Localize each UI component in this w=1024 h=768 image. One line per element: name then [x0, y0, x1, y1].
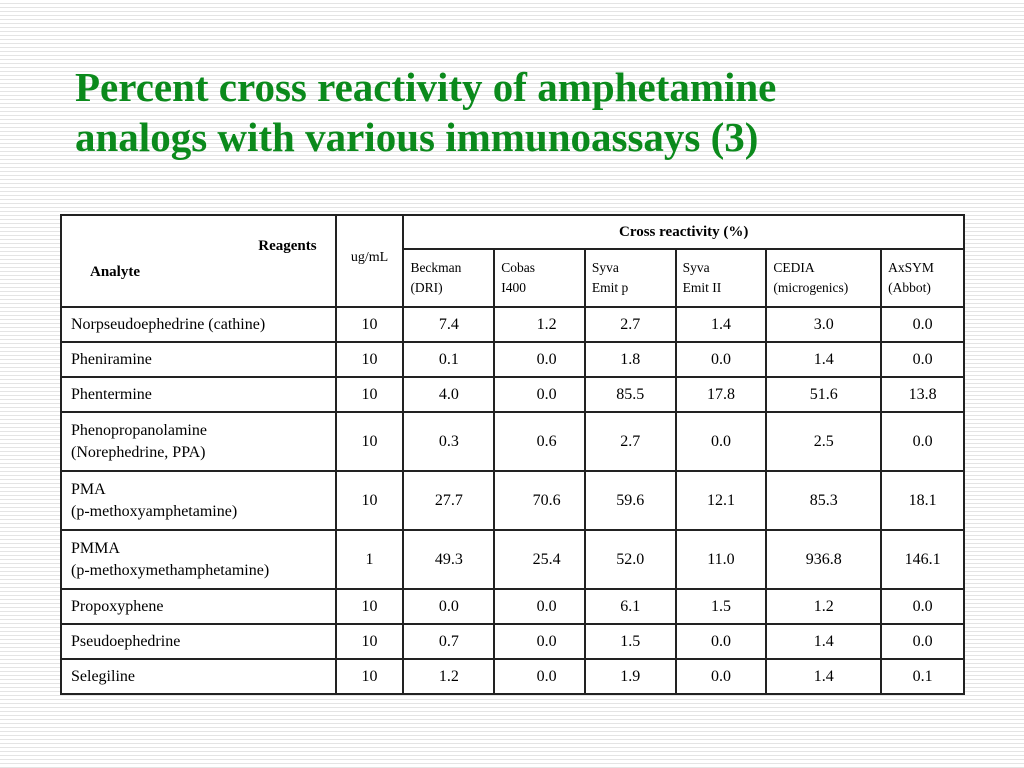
value-cell: 0.0 [881, 307, 964, 342]
value-cell: 70.6 [494, 471, 585, 530]
value-cell: 1.5 [585, 624, 676, 659]
value-cell: 936.8 [766, 530, 881, 589]
value-cell: 1.4 [766, 342, 881, 377]
value-cell: 0.0 [676, 659, 767, 694]
value-cell: 51.6 [766, 377, 881, 412]
value-cell: 0.3 [403, 412, 494, 471]
column-header-line-2: (Abbot) [888, 280, 931, 295]
slide-title-line-2: analogs with various immunoassays (3) [75, 114, 759, 160]
table-row [61, 589, 964, 624]
value-cell: 0.0 [494, 589, 585, 624]
analyte-name-line: PMA [71, 480, 106, 498]
value-cell: 12.1 [676, 471, 767, 530]
value-cell: 1.8 [585, 342, 676, 377]
value-cell: 0.0 [676, 624, 767, 659]
slide-title [75, 62, 975, 162]
analyte-cell [61, 412, 336, 471]
concentration-cell: 10 [336, 377, 404, 412]
value-cell: 0.0 [881, 342, 964, 377]
cross-reactivity-group-header: Cross reactivity (%) [403, 215, 964, 249]
column-header-line-2: I400 [501, 280, 526, 295]
concentration-cell: 10 [336, 307, 404, 342]
value-cell: 11.0 [676, 530, 767, 589]
table-row [61, 377, 964, 412]
value-cell: 49.3 [403, 530, 494, 589]
analyte-name-line: (p-methoxyamphetamine) [71, 502, 238, 520]
value-cell: 52.0 [585, 530, 676, 589]
value-cell: 13.8 [881, 377, 964, 412]
value-cell: 0.0 [403, 589, 494, 624]
value-cell: 0.0 [494, 377, 585, 412]
analyte-name-line: Phenopropanolamine [71, 421, 207, 439]
analyte-name-line: Norpseudoephedrine (cathine) [71, 315, 266, 333]
value-cell: 27.7 [403, 471, 494, 530]
reagents-label: Reagents [258, 238, 317, 254]
column-header-line-2: (DRI) [410, 280, 443, 295]
value-cell: 85.5 [585, 377, 676, 412]
analyte-name-line: Propoxyphene [71, 597, 164, 615]
column-header-line-1: Syva [591, 260, 619, 275]
value-cell: 7.4 [403, 307, 494, 342]
concentration-cell: 10 [336, 624, 404, 659]
analyte-cell [61, 342, 336, 377]
value-cell: 0.0 [494, 342, 585, 377]
slide-title-line-1: Percent cross reactivity of amphetamine [75, 64, 777, 110]
value-cell: 0.0 [881, 412, 964, 471]
value-cell: 59.6 [585, 471, 676, 530]
table-row [61, 471, 964, 530]
value-cell: 2.7 [585, 412, 676, 471]
value-cell: 85.3 [766, 471, 881, 530]
table-row [61, 342, 964, 377]
column-header [585, 249, 676, 307]
table-row [61, 659, 964, 694]
value-cell: 18.1 [881, 471, 964, 530]
table-row [61, 307, 964, 342]
table-header-row-1 [61, 215, 964, 249]
table-row [61, 624, 964, 659]
analyte-cell [61, 471, 336, 530]
analyte-name-line: PMMA [71, 539, 120, 557]
value-cell: 0.7 [403, 624, 494, 659]
value-cell: 146.1 [881, 530, 964, 589]
table-row [61, 412, 964, 471]
analyte-cell [61, 624, 336, 659]
value-cell: 2.5 [766, 412, 881, 471]
value-cell: 1.2 [766, 589, 881, 624]
value-cell: 3.0 [766, 307, 881, 342]
concentration-cell: 10 [336, 589, 404, 624]
analyte-name-line: (p-methoxymethamphetamine) [71, 561, 270, 579]
value-cell: 1.4 [676, 307, 767, 342]
column-header-line-2: Emit p [591, 280, 629, 295]
value-cell: 0.1 [881, 659, 964, 694]
value-cell: 1.2 [403, 659, 494, 694]
column-header-line-1: AxSYM [888, 260, 934, 275]
value-cell: 1.4 [766, 624, 881, 659]
analyte-cell [61, 307, 336, 342]
concentration-cell: 10 [336, 412, 404, 471]
table-body [61, 307, 964, 694]
value-cell: 0.0 [494, 624, 585, 659]
concentration-cell: 10 [336, 471, 404, 530]
value-cell: 4.0 [403, 377, 494, 412]
column-header [403, 249, 494, 307]
value-cell: 0.0 [494, 659, 585, 694]
analyte-name-line: (Norephedrine, PPA) [71, 443, 206, 461]
analyte-name-line: Pheniramine [71, 350, 152, 368]
value-cell: 0.0 [881, 589, 964, 624]
value-cell: 1.4 [766, 659, 881, 694]
value-cell: 0.0 [676, 342, 767, 377]
analyte-name-line: Phentermine [71, 385, 152, 403]
column-header [766, 249, 881, 307]
value-cell: 1.2 [494, 307, 585, 342]
value-cell: 1.9 [585, 659, 676, 694]
cross-reactivity-table [60, 214, 965, 695]
analyte-cell [61, 377, 336, 412]
value-cell: 0.6 [494, 412, 585, 471]
value-cell: 2.7 [585, 307, 676, 342]
column-header-line-1: Beckman [410, 260, 462, 275]
value-cell: 6.1 [585, 589, 676, 624]
table-row [61, 530, 964, 589]
value-cell: 0.0 [881, 624, 964, 659]
corner-header-cell [61, 215, 336, 307]
column-header-line-1: Cobas [501, 260, 535, 275]
analyte-cell [61, 530, 336, 589]
value-cell: 0.1 [403, 342, 494, 377]
concentration-cell: 10 [336, 659, 404, 694]
analyte-cell [61, 659, 336, 694]
value-cell: 0.0 [676, 412, 767, 471]
column-header-line-1: Syva [682, 260, 710, 275]
analyte-name-line: Pseudoephedrine [71, 632, 181, 650]
column-header [881, 249, 964, 307]
value-cell: 25.4 [494, 530, 585, 589]
concentration-cell: 1 [336, 530, 404, 589]
analyte-label: Analyte [90, 264, 140, 280]
concentration-cell: 10 [336, 342, 404, 377]
analyte-name-line: Selegiline [71, 667, 135, 685]
column-header-line-1: CEDIA [773, 260, 815, 275]
analyte-cell [61, 589, 336, 624]
value-cell: 1.5 [676, 589, 767, 624]
column-header [676, 249, 767, 307]
column-header-line-2: (microgenics) [773, 280, 849, 295]
column-header-line-2: Emit II [682, 280, 722, 295]
column-header [494, 249, 585, 307]
value-cell: 17.8 [676, 377, 767, 412]
unit-header: ug/mL [336, 215, 404, 307]
